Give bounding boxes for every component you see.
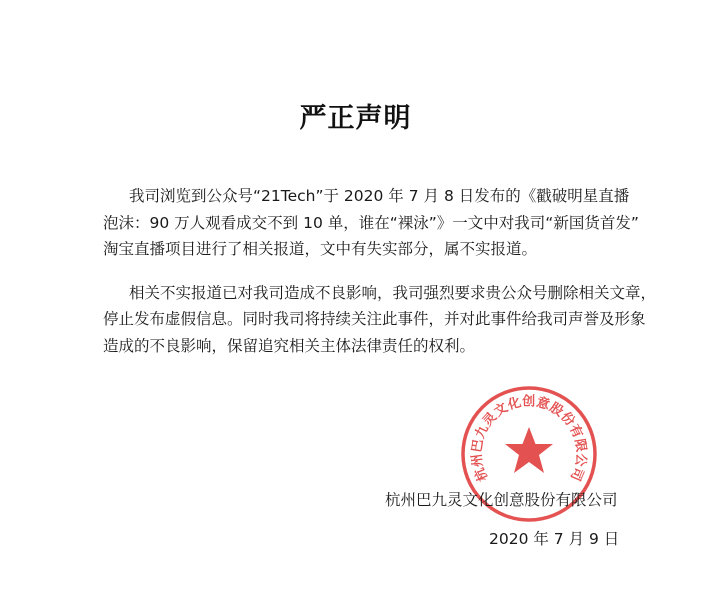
- document-title: 严正声明: [299, 103, 412, 134]
- paragraph-line: 停止发布虚假信息。同时我司将持续关注此事件，并对此事件给我司声誉及形象: [103, 310, 646, 328]
- paragraph-line: 造成的不良影响，保留追究相关主体法律责任的权利。: [103, 336, 476, 355]
- seal-text: 杭州巴九灵文化创意股份有限公司: [469, 394, 589, 484]
- paragraph-line: 我司浏览到公众号“21Tech”于 2020 年 7 月 8 日发布的《戳破明星直播: [129, 187, 630, 205]
- company-signature: 杭州巴九灵文化创意股份有限公司: [385, 491, 618, 509]
- document-date: 2020 年 7 月 9 日: [489, 530, 620, 548]
- paragraph-line: 相关不实报道已对我司造成不良影响，我司强烈要求贵公众号删除相关文章，: [129, 283, 657, 302]
- paragraph-1: [103, 183, 639, 263]
- document-body: [103, 183, 657, 359]
- paragraph-2: [103, 280, 657, 360]
- paragraph-line: 淘宝直播项目进行了相关报道，文中有失实部分，属不实报道。: [103, 240, 538, 258]
- paragraph-line: 泡沫：90 万人观看成交不到 10 单，谁在“裸泳”》一文中对我司“新国货首发”: [103, 213, 639, 232]
